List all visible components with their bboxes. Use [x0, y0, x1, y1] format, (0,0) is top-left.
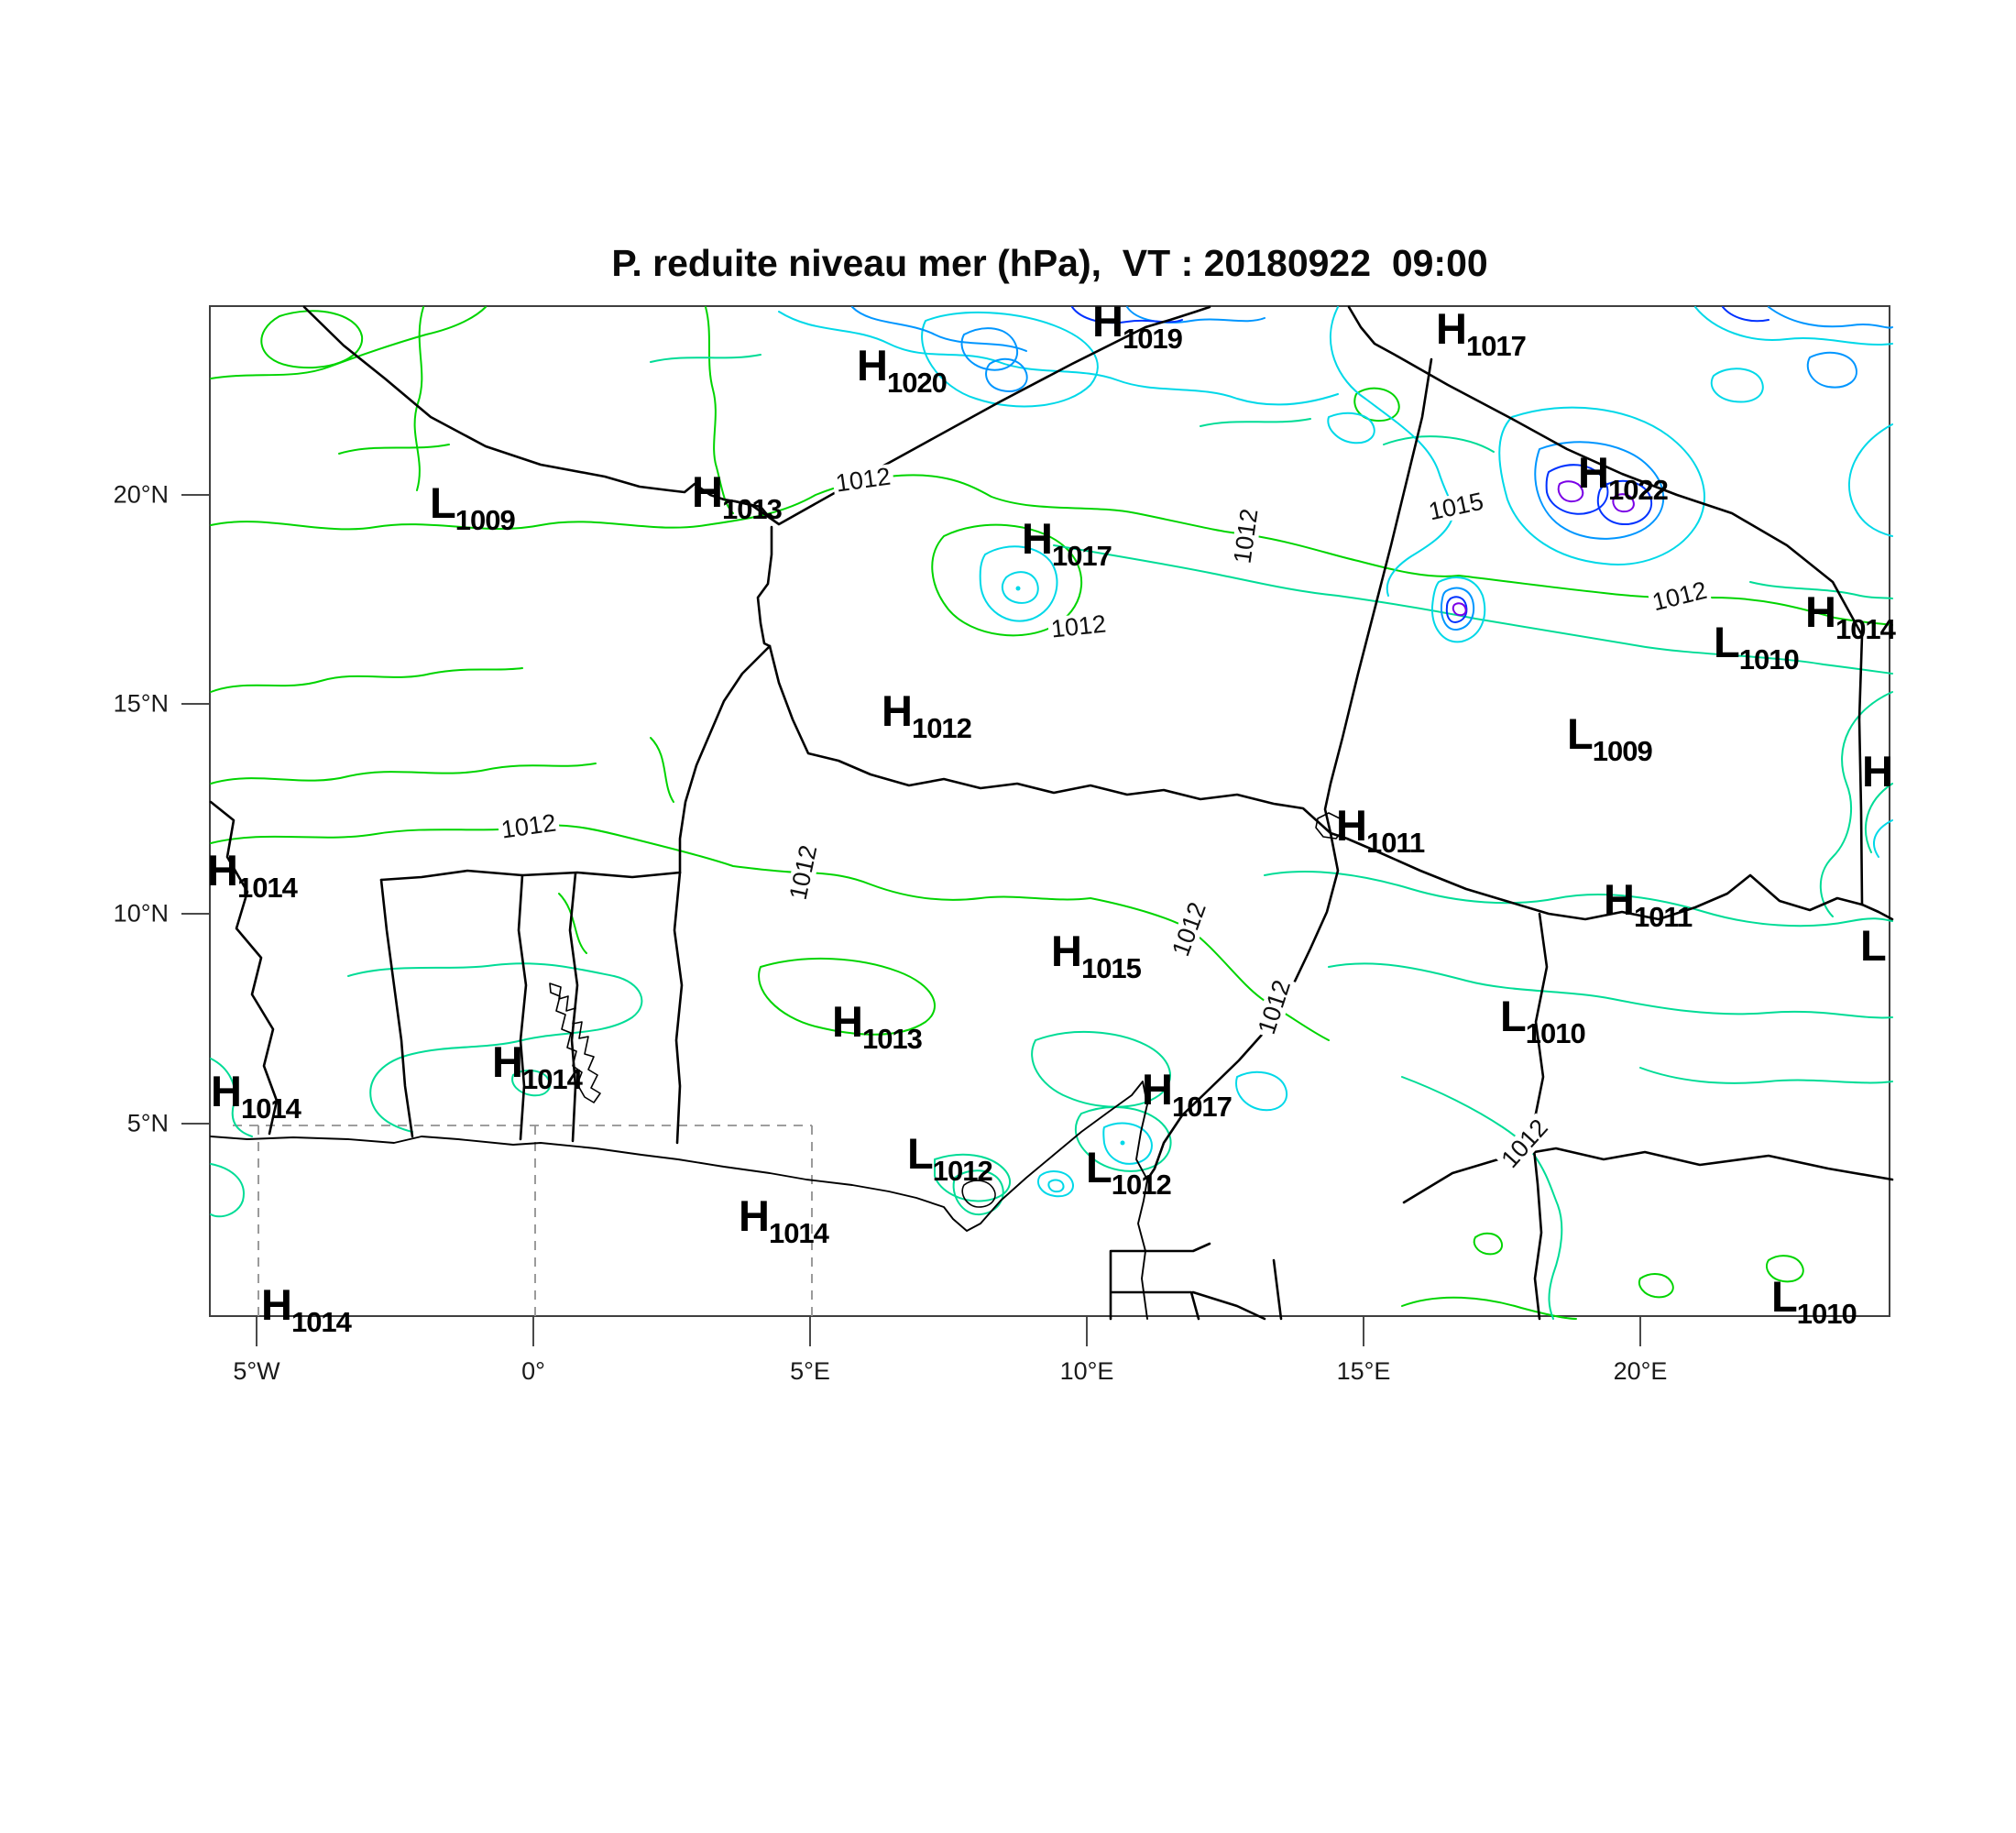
lat-tick [181, 913, 209, 915]
pressure-center-h-1014 [492, 1037, 582, 1095]
lat-tick-label: 20°N [113, 480, 169, 509]
pressure-center-letter: H [207, 846, 237, 895]
pressure-center-letter: H [1604, 875, 1634, 924]
contour-label-1012: 1012 [497, 810, 560, 843]
pressure-center-h-1015 [1051, 927, 1141, 984]
pressure-center-letter: H [882, 686, 912, 735]
pressure-center-h-1014 [211, 1067, 301, 1125]
lon-tick-label: 15°E [1336, 1357, 1391, 1385]
pressure-center-letter: L [1500, 992, 1526, 1040]
pressure-center-h-1014 [739, 1191, 828, 1249]
contour-label-1012: 1012 [1167, 896, 1211, 961]
pressure-center-value: 1009 [455, 504, 515, 536]
lon-tick [1086, 1317, 1088, 1346]
pressure-center-h-edge [1862, 747, 1892, 796]
pressure-center-letter: H [692, 467, 722, 516]
pressure-center-letter: H [1578, 448, 1608, 497]
lon-tick-label: 0° [521, 1357, 545, 1385]
pressure-center-letter: H [832, 997, 862, 1046]
pressure-center-h-1014 [207, 846, 297, 904]
map-wrapper [113, 297, 1895, 1385]
pressure-center-h-1013 [832, 997, 922, 1055]
pressure-center-value: 1020 [886, 367, 947, 399]
pressure-center-value: 1014 [1835, 613, 1895, 645]
lon-tick-label: 5°W [233, 1357, 280, 1385]
pressure-center-h-1013 [692, 467, 782, 525]
contour-group-lightblue [852, 307, 1892, 630]
pressure-center-letter: L [907, 1129, 933, 1178]
contour-group-cyan [779, 307, 1892, 1196]
contour-label-1012: 1012 [1496, 1114, 1553, 1174]
pressure-center-l-1010 [1714, 618, 1799, 675]
pressure-center-l-edge [1860, 921, 1886, 970]
pressure-center-value: 1019 [1122, 323, 1182, 355]
map-title: P. reduite niveau mer (hPa), VT : 20180922 09:00 [611, 242, 1488, 284]
pressure-center-value: 1022 [1607, 474, 1668, 506]
pressure-center-h-1022 [1578, 448, 1668, 506]
pressure-center-l-1012 [1086, 1143, 1171, 1201]
pressure-center-value: 1014 [240, 1092, 301, 1125]
pressure-center-letter: H [1436, 304, 1466, 353]
lat-tick-label: 5°N [126, 1109, 169, 1137]
pressure-center-l-1009 [430, 478, 515, 536]
pressure-center-value: 1017 [1051, 540, 1112, 572]
lon-tick-label: 20°E [1613, 1357, 1668, 1385]
pressure-center-value: 1010 [1525, 1017, 1585, 1049]
contour-label-1012: 1012 [1648, 577, 1713, 616]
pressure-center-letter: L [1860, 921, 1886, 970]
pressure-center-letter: H [1336, 801, 1366, 850]
pressure-center-value: 1010 [1738, 643, 1799, 675]
lat-tick [181, 494, 209, 496]
lon-tick [1363, 1317, 1364, 1346]
pressure-center-l-1010 [1500, 992, 1585, 1049]
pressure-center-letter: H [1142, 1065, 1172, 1114]
lat-tick-label: 10°N [113, 899, 169, 927]
pressure-center-letter: H [1805, 587, 1835, 636]
pressure-center-value: 1017 [1465, 330, 1526, 362]
pressure-center-value: 1012 [911, 712, 971, 744]
pressure-center-h-1017 [1436, 304, 1526, 362]
lon-tick-label: 5°E [790, 1357, 830, 1385]
pressure-center-l-1012 [907, 1129, 992, 1187]
pressure-center-h-1014 [1805, 587, 1895, 645]
lat-tick-label: 15°N [113, 689, 169, 718]
pressure-center-l-1009 [1567, 709, 1652, 767]
pressure-center-h-1020 [857, 341, 947, 399]
contour-label-1012: 1012 [1230, 504, 1263, 567]
pressure-center-h-1011 [1604, 875, 1693, 933]
contour-label-1012: 1012 [1047, 611, 1111, 642]
contour-label-1012: 1012 [785, 840, 822, 905]
pressure-center-letter: L [1086, 1143, 1112, 1191]
pressure-center-l-1010 [1771, 1272, 1857, 1330]
pressure-center-letter: L [1771, 1272, 1797, 1321]
pressure-center-value: 1017 [1171, 1091, 1232, 1123]
pressure-center-h-1019 [1092, 297, 1182, 355]
pressure-center-letter: L [1714, 618, 1739, 666]
lon-tick [532, 1317, 534, 1346]
lat-tick [181, 1123, 209, 1125]
pressure-center-letter: L [1567, 709, 1593, 758]
pressure-center-value: 1011 [1365, 827, 1425, 859]
pressure-center-value: 1011 [1633, 901, 1693, 933]
lat-tick [181, 703, 209, 705]
pressure-center-h-1014 [261, 1280, 351, 1338]
pressure-center-value: 1013 [721, 493, 782, 525]
pressure-center-letter: H [1022, 514, 1052, 563]
pressure-center-letter: H [492, 1037, 522, 1086]
pressure-center-value: 1012 [1111, 1169, 1171, 1201]
pressure-center-h-1012 [882, 686, 971, 744]
lon-tick-label: 10°E [1059, 1357, 1114, 1385]
contour-label-1012: 1012 [1254, 974, 1296, 1039]
pressure-center-value: 1013 [861, 1023, 922, 1055]
pressure-center-value: 1009 [1592, 735, 1652, 767]
pressure-center-letter: L [430, 478, 455, 527]
lon-tick [809, 1317, 811, 1346]
pressure-center-letter: H [211, 1067, 241, 1115]
pressure-center-letter: H [1862, 747, 1892, 796]
pressure-center-value: 1014 [521, 1063, 582, 1095]
pressure-center-letter: H [1051, 927, 1081, 975]
pressure-center-letter: H [261, 1280, 291, 1329]
lon-tick [1639, 1317, 1641, 1346]
pressure-center-h-1017 [1022, 514, 1112, 572]
map-frame [207, 297, 1895, 1338]
pressure-center-value: 1012 [932, 1155, 992, 1187]
contour-label-1012: 1012 [831, 464, 894, 497]
pressure-center-value: 1014 [768, 1217, 828, 1249]
pressure-center-value: 1014 [236, 872, 297, 904]
pressure-center-h-1011 [1336, 801, 1425, 859]
pressure-center-value: 1015 [1080, 952, 1141, 984]
contour-label-1015: 1015 [1424, 488, 1488, 525]
pressure-center-value: 1014 [290, 1306, 351, 1338]
pressure-center-letter: H [739, 1191, 769, 1240]
lon-tick [256, 1317, 257, 1346]
pressure-center-letter: H [857, 341, 887, 390]
pressure-center-h-1017 [1142, 1065, 1232, 1123]
pressure-center-letter: H [1092, 297, 1123, 346]
pressure-center-value: 1010 [1796, 1298, 1857, 1330]
